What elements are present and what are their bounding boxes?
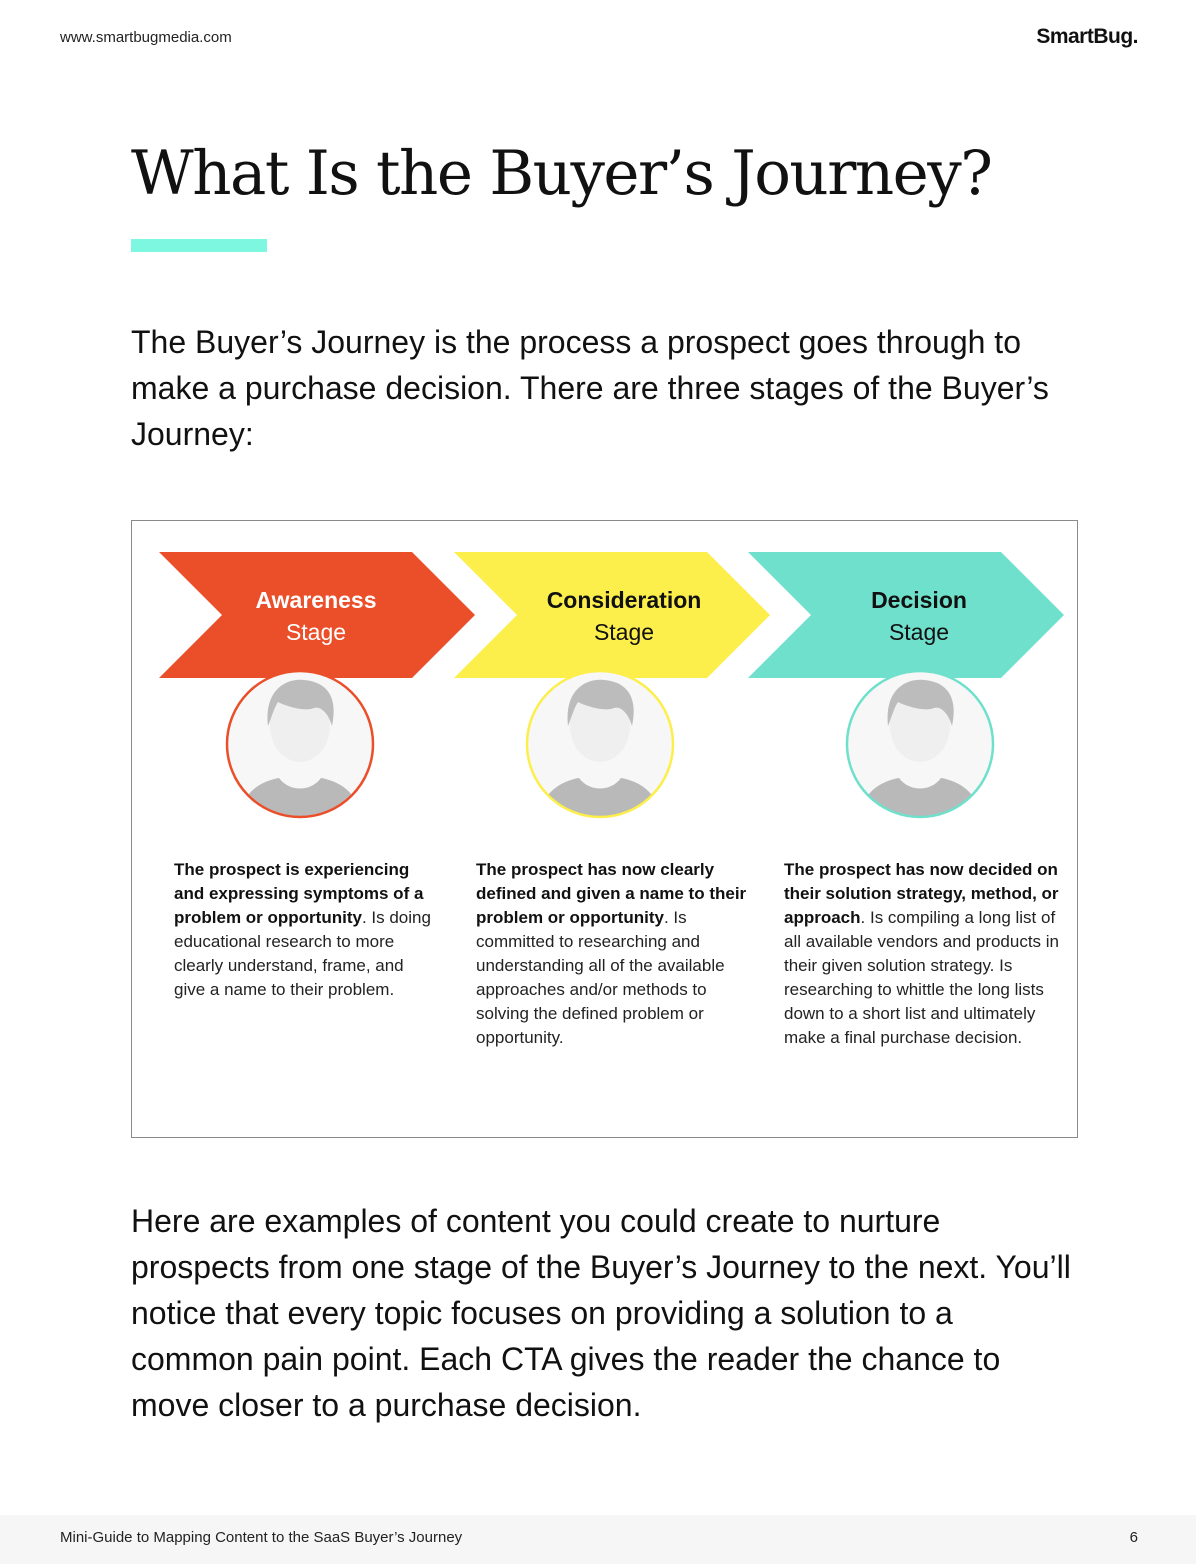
avatar-decision [844, 668, 996, 820]
intro-paragraph: The Buyer’s Journey is the process a prospect goes through to make a purchase decision. There are three stages of the Buyer’s Journey: [131, 324, 1049, 452]
footer [0, 1515, 1196, 1564]
stage-label-consideration [494, 584, 754, 648]
stage-label-awareness [186, 584, 446, 648]
awareness-description [174, 858, 439, 1002]
consideration-description-rest: . Is committed to researching and understanding all of the available approaches and/or methods to solving the defined problem or opportunity. [476, 908, 725, 1047]
avatar-awareness [224, 668, 376, 820]
consideration-description-bold: The prospect has now clearly defined and given a name to their problem or opportunity [476, 860, 747, 927]
stage-sub: Stage [285, 619, 347, 645]
page-title: What Is the Buyer’s Journey? [131, 138, 992, 209]
stage-label-decision [789, 584, 1049, 648]
decision-description-rest: . Is compiling a long list of all available vendors and products in their given solution strategy. Is researching to whittle the long lists down to a short list and ultimately make a final purchase decision. [784, 908, 1060, 1047]
stage-sub: Stage [593, 619, 655, 645]
outro-paragraph: Here are examples of content you could create to nurture prospects from one stage of the Buyer’s Journey to the next. You’ll notice that every topic focuses on providing a solution to a common pain point. Each CTA gives the reader the chance to move closer to a purchase decision. [131, 1203, 1071, 1423]
stage-name: Consideration [546, 587, 702, 613]
consideration-description [476, 858, 748, 1050]
smartbug-logo: SmartBug. [1036, 25, 1138, 48]
footer-title: Mini-Guide to Mapping Content to the SaaS Buyer’s Journey [60, 1529, 463, 1546]
avatar-consideration [524, 668, 676, 820]
stage-name: Awareness [255, 587, 377, 613]
header-url[interactable]: www.smartbugmedia.com [60, 29, 232, 46]
awareness-description-rest: . Is doing educational research to more clearly understand, frame, and give a name to their problem. [174, 908, 431, 999]
stage-name: Decision [871, 587, 967, 613]
awareness-description-bold: The prospect is experiencing and expressing symptoms of a problem or opportunity [174, 860, 424, 927]
decision-description [784, 858, 1059, 1050]
decision-description-bold: The prospect has now decided on their solution strategy, method, or approach [784, 860, 1059, 927]
page-number: 6 [1129, 1529, 1138, 1546]
stage-sub: Stage [888, 619, 950, 645]
